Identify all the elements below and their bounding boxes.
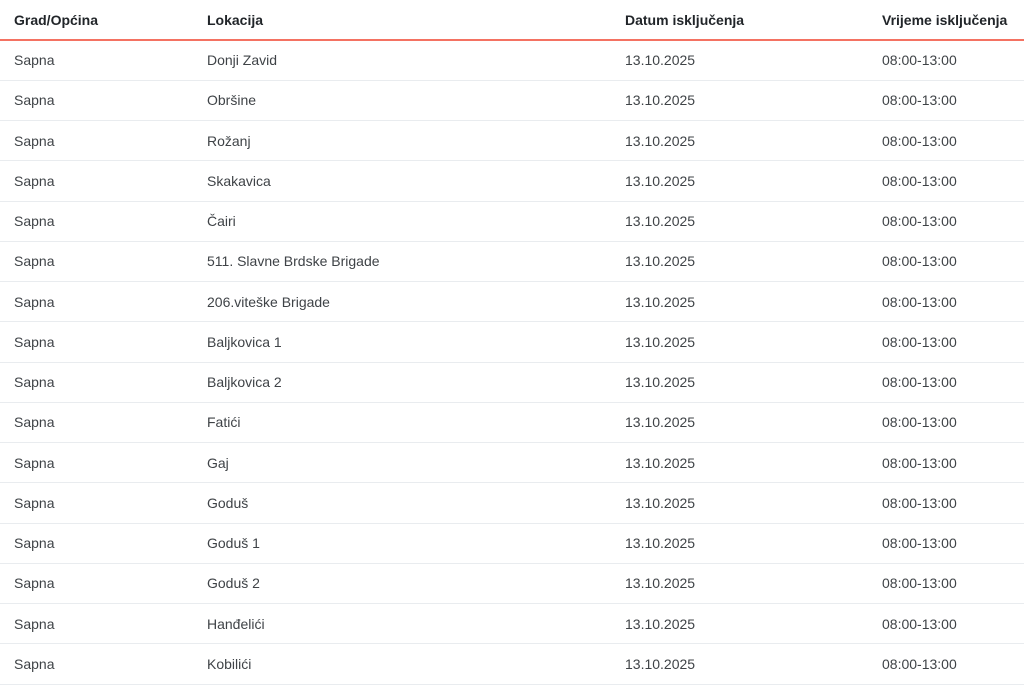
- table-header: [0, 0, 1024, 40]
- cell-lokacija: Goduš: [193, 483, 611, 523]
- cell-vrijeme-iskljucenja: 08:00-13:00: [868, 483, 1024, 523]
- cell-datum-iskljucenja: 13.10.2025: [611, 443, 868, 483]
- table-row: [0, 161, 1024, 201]
- cell-grad-opcina: Sapna: [0, 201, 193, 241]
- cell-datum-iskljucenja: 13.10.2025: [611, 161, 868, 201]
- cell-datum-iskljucenja: 13.10.2025: [611, 563, 868, 603]
- cell-grad-opcina: Sapna: [0, 241, 193, 281]
- table-row: [0, 402, 1024, 442]
- table-header-row: [0, 0, 1024, 40]
- cell-grad-opcina: Sapna: [0, 483, 193, 523]
- table-row: [0, 201, 1024, 241]
- table-row: [0, 644, 1024, 684]
- table-row: [0, 241, 1024, 281]
- cell-datum-iskljucenja: 13.10.2025: [611, 483, 868, 523]
- cell-lokacija: 511. Slavne Brdske Brigade: [193, 241, 611, 281]
- column-header-lokacija: Lokacija: [193, 0, 611, 40]
- table-row: [0, 443, 1024, 483]
- cell-datum-iskljucenja: 13.10.2025: [611, 201, 868, 241]
- cell-datum-iskljucenja: 13.10.2025: [611, 40, 868, 80]
- cell-datum-iskljucenja: 13.10.2025: [611, 80, 868, 120]
- cell-lokacija: Donji Zavid: [193, 40, 611, 80]
- cell-lokacija: Goduš 1: [193, 523, 611, 563]
- cell-datum-iskljucenja: 13.10.2025: [611, 523, 868, 563]
- cell-grad-opcina: Sapna: [0, 523, 193, 563]
- cell-grad-opcina: Sapna: [0, 161, 193, 201]
- cell-vrijeme-iskljucenja: 08:00-13:00: [868, 40, 1024, 80]
- cell-lokacija: Kobilići: [193, 644, 611, 684]
- cell-datum-iskljucenja: 13.10.2025: [611, 121, 868, 161]
- cell-grad-opcina: Sapna: [0, 604, 193, 644]
- cell-grad-opcina: Sapna: [0, 80, 193, 120]
- cell-datum-iskljucenja: 13.10.2025: [611, 604, 868, 644]
- cell-vrijeme-iskljucenja: 08:00-13:00: [868, 282, 1024, 322]
- column-header-vrijeme-iskljucenja: Vrijeme isključenja: [868, 0, 1024, 40]
- cell-vrijeme-iskljucenja: 08:00-13:00: [868, 161, 1024, 201]
- cell-grad-opcina: Sapna: [0, 563, 193, 603]
- table-row: [0, 362, 1024, 402]
- cell-lokacija: Fatići: [193, 402, 611, 442]
- cell-lokacija: Baljkovica 1: [193, 322, 611, 362]
- cell-lokacija: 206.viteške Brigade: [193, 282, 611, 322]
- column-header-datum-iskljucenja: Datum isključenja: [611, 0, 868, 40]
- cell-lokacija: Rožanj: [193, 121, 611, 161]
- cell-lokacija: Skakavica: [193, 161, 611, 201]
- table-row: [0, 322, 1024, 362]
- cell-datum-iskljucenja: 13.10.2025: [611, 402, 868, 442]
- cell-vrijeme-iskljucenja: 08:00-13:00: [868, 644, 1024, 684]
- table-row: [0, 40, 1024, 80]
- cell-vrijeme-iskljucenja: 08:00-13:00: [868, 241, 1024, 281]
- cell-vrijeme-iskljucenja: 08:00-13:00: [868, 362, 1024, 402]
- column-header-grad-opcina: Grad/Općina: [0, 0, 193, 40]
- cell-datum-iskljucenja: 13.10.2025: [611, 644, 868, 684]
- cell-grad-opcina: Sapna: [0, 362, 193, 402]
- cell-lokacija: Gaj: [193, 443, 611, 483]
- table-row: [0, 80, 1024, 120]
- cell-vrijeme-iskljucenja: 08:00-13:00: [868, 80, 1024, 120]
- cell-vrijeme-iskljucenja: 08:00-13:00: [868, 201, 1024, 241]
- cell-vrijeme-iskljucenja: 08:00-13:00: [868, 322, 1024, 362]
- cell-grad-opcina: Sapna: [0, 322, 193, 362]
- cell-grad-opcina: Sapna: [0, 40, 193, 80]
- cell-grad-opcina: Sapna: [0, 121, 193, 161]
- cell-vrijeme-iskljucenja: 08:00-13:00: [868, 563, 1024, 603]
- cell-lokacija: Čairi: [193, 201, 611, 241]
- cell-vrijeme-iskljucenja: 08:00-13:00: [868, 121, 1024, 161]
- table-row: [0, 563, 1024, 603]
- cell-grad-opcina: Sapna: [0, 402, 193, 442]
- table-body: [0, 40, 1024, 684]
- cell-vrijeme-iskljucenja: 08:00-13:00: [868, 604, 1024, 644]
- cell-datum-iskljucenja: 13.10.2025: [611, 362, 868, 402]
- cell-datum-iskljucenja: 13.10.2025: [611, 241, 868, 281]
- cell-lokacija: Obršine: [193, 80, 611, 120]
- cell-datum-iskljucenja: 13.10.2025: [611, 322, 868, 362]
- cell-grad-opcina: Sapna: [0, 282, 193, 322]
- table-row: [0, 121, 1024, 161]
- cell-grad-opcina: Sapna: [0, 443, 193, 483]
- table-row: [0, 282, 1024, 322]
- cell-grad-opcina: Sapna: [0, 644, 193, 684]
- table-row: [0, 483, 1024, 523]
- cell-vrijeme-iskljucenja: 08:00-13:00: [868, 402, 1024, 442]
- cell-vrijeme-iskljucenja: 08:00-13:00: [868, 523, 1024, 563]
- table-row: [0, 604, 1024, 644]
- cell-lokacija: Baljkovica 2: [193, 362, 611, 402]
- cell-datum-iskljucenja: 13.10.2025: [611, 282, 868, 322]
- cell-lokacija: Hanđelići: [193, 604, 611, 644]
- table-row: [0, 523, 1024, 563]
- cell-lokacija: Goduš 2: [193, 563, 611, 603]
- cell-vrijeme-iskljucenja: 08:00-13:00: [868, 443, 1024, 483]
